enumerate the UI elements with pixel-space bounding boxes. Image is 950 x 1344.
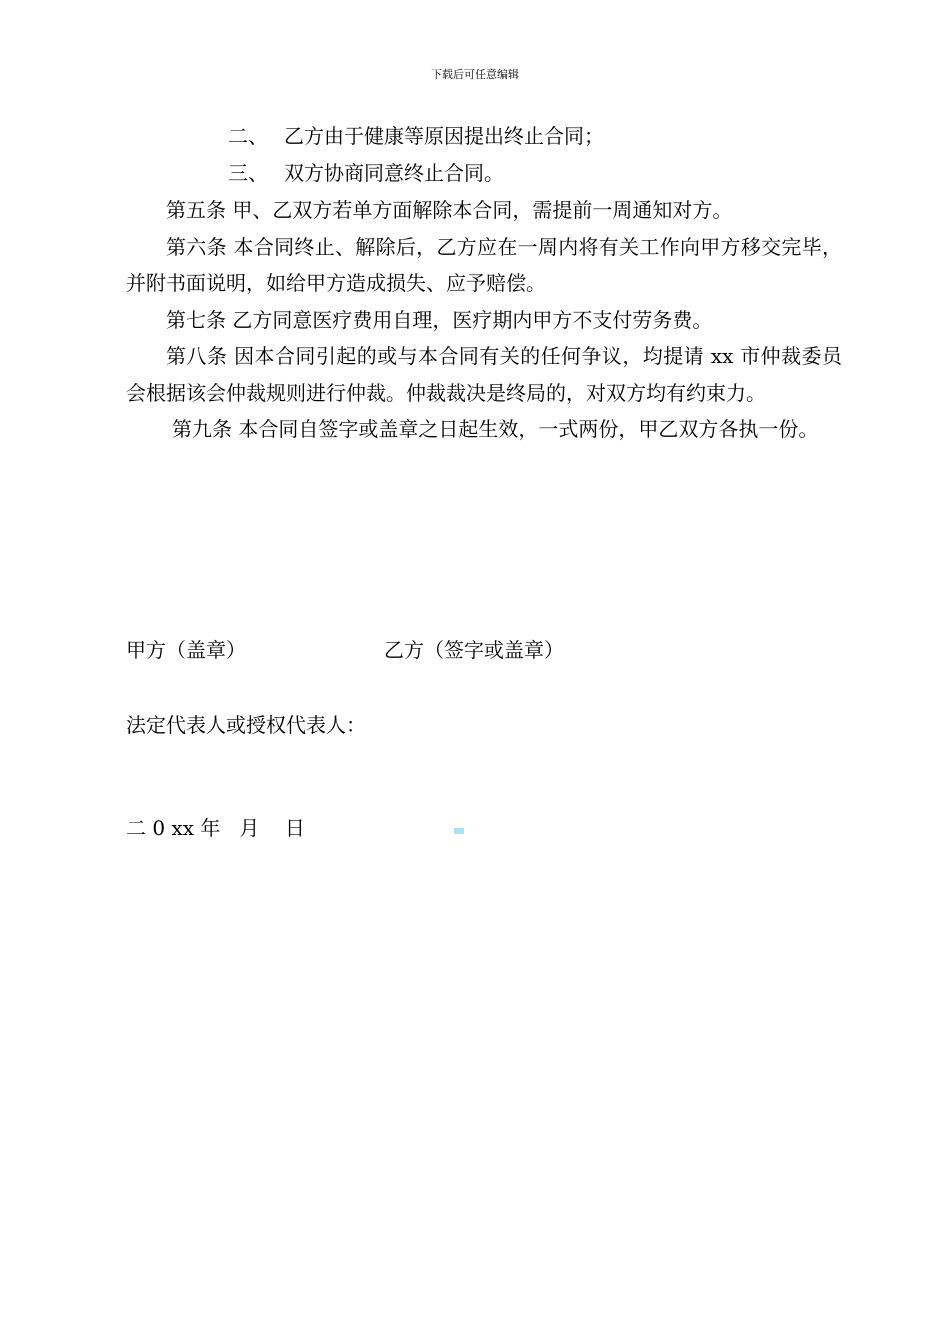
party-b-seal-label: 乙方（签字或盖章） — [384, 638, 564, 662]
date-line: 二 0 xx 年 月 日 — [126, 816, 305, 840]
highlight-marker — [454, 828, 464, 834]
list-item-number: 三、 — [228, 161, 268, 185]
article-8: 第八条 因本合同引起的或与本合同有关的任何争议，均提请 xx 市仲裁委员会根据该会仲裁规则进行仲裁。仲裁裁决是终局的，对双方均有约束力。 — [126, 344, 842, 405]
article-9: 第九条 本合同自签字或盖章之日起生效，一式两份，甲乙双方各执一份。 — [172, 417, 819, 441]
article-5: 第五条 甲、乙双方若单方面解除本合同，需提前一周通知对方。 — [166, 198, 733, 222]
contract-articles — [126, 192, 842, 448]
article-6: 第六条 本合同终止、解除后，乙方应在一周内将有关工作向甲方移交完毕，并附书面说明，如给甲方造成损失、应予赔偿。 — [126, 234, 842, 295]
list-item — [228, 118, 604, 155]
representative-label: 法定代表人或授权代表人： — [126, 713, 366, 737]
party-a-seal-label: 甲方（盖章） — [126, 638, 246, 662]
list-item — [228, 155, 504, 192]
list-item-text: 双方协商同意终止合同。 — [284, 161, 504, 185]
list-item-text: 乙方由于健康等原因提出终止合同； — [284, 124, 604, 148]
article-7: 第七条 乙方同意医疗费用自理，医疗期内甲方不支付劳务费。 — [166, 307, 713, 332]
list-item-number: 二、 — [228, 124, 268, 148]
page-header-note: 下载后可任意编辑 — [431, 68, 519, 81]
